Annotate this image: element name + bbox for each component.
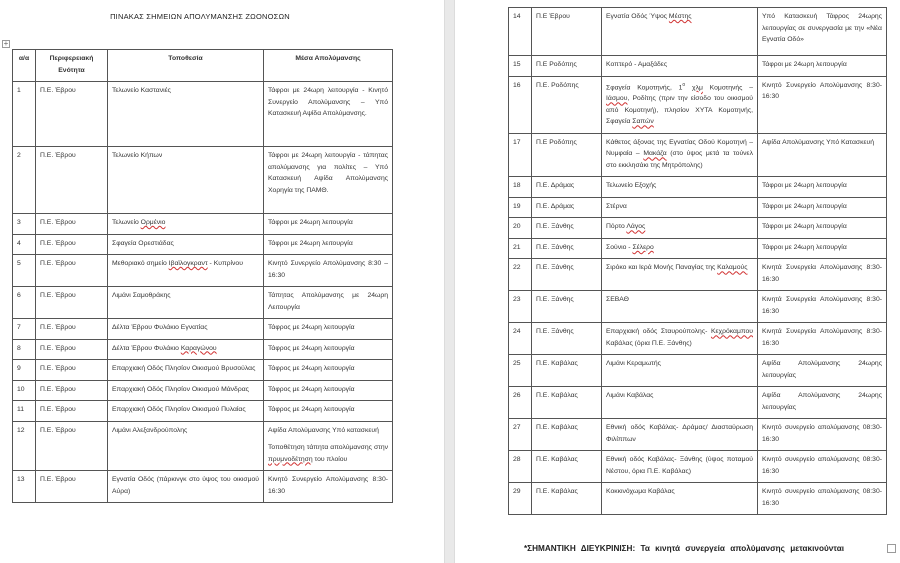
disinfection-means: Τάφρος με 24ωρη λειτουργία	[264, 401, 393, 422]
row-number: 29	[509, 483, 532, 515]
location	[602, 76, 758, 133]
disinfection-points-table	[12, 49, 393, 503]
table-row	[13, 401, 393, 422]
location: Επαρχιακή Οδός Πλησίον Οικισμού Πυλαίας	[108, 401, 264, 422]
document-title: ΠΙΝΑΚΑΣ ΣΗΜΕΙΩΝ ΑΠΟΛΥΜΑΝΣΗΣ ΖΩΟΝΟΣΩΝ	[110, 12, 290, 21]
regional-unit: Π.Ε. Ξάνθης	[532, 259, 602, 291]
disinfection-means: Κινητά Συνεργεία Απολύμανσης 8:30- 16:30	[758, 323, 887, 355]
location	[108, 339, 264, 360]
location-text: , Ροδίτης (πριν την είσοδο του οικισμού από Κομοτηνή), πλησίον ΧΥΤΑ Κομοτηνής, Σφαγεία	[606, 95, 753, 126]
disinfection-means: Αψίδα Απολύμανσης Υπό Κατασκευή	[758, 133, 887, 177]
regional-unit: Π.Ε. Έβρου	[36, 421, 108, 471]
regional-unit: Π.Ε. Έβρου	[36, 82, 108, 147]
regional-unit: Π.Ε. Έβρου	[36, 255, 108, 287]
regional-unit: Π.Ε. Έβρου	[36, 401, 108, 422]
location-text: - Κυπρίνου	[207, 260, 243, 267]
regional-unit: Π.Ε. Καβάλας	[532, 419, 602, 451]
table-row	[13, 319, 393, 340]
means-text: Τοποθέτηση τάπητα απολύμανσης στην	[268, 444, 388, 451]
regional-unit: Π.Ε Ροδόπης	[532, 56, 602, 77]
location	[602, 218, 758, 239]
row-number: 3	[13, 214, 36, 235]
disinfection-means: Τάφροι με 24ωρη λειτουργία	[264, 214, 393, 235]
location-text: Κομοτηνής –	[702, 83, 754, 91]
regional-unit: Π.Ε. Έβρου	[36, 380, 108, 401]
table-row	[13, 214, 393, 235]
column-header-regional-unit: Περιφερειακή Ενότητα	[36, 50, 108, 82]
location-text: Εγνατία Οδός Ύψος	[606, 13, 669, 20]
disinfection-means: Κινητά Συνεργεία Απολύμανσης 8:30- 16:30	[758, 291, 887, 323]
row-number: 20	[509, 218, 532, 239]
disinfection-points-table-continued	[508, 7, 887, 515]
row-number: 9	[13, 360, 36, 381]
regional-unit: Π.Ε. Ξάνθης	[532, 238, 602, 259]
disinfection-means: Κινητό Συνεργείο Απολύμανσης 8:30- 16:30	[264, 471, 393, 503]
location-text: Σφαγεία Κομοτηνής, 1	[606, 83, 683, 91]
location	[602, 8, 758, 56]
disinfection-means: Κινητό Συνεργείο Απολύμανσης 8:30-16:30	[758, 76, 887, 133]
disinfection-means: Τάπητας Απολύμανσης με 24ωρη Λειτουργία	[264, 287, 393, 319]
table-row	[13, 421, 393, 471]
row-number: 6	[13, 287, 36, 319]
location: Δέλτα Έβρου Φυλάκιο Εγνατίας	[108, 319, 264, 340]
location-text: Σούνιο -	[606, 243, 633, 251]
row-number: 10	[13, 380, 36, 401]
table-row	[509, 238, 887, 259]
disinfection-means: Κινητό συνεργείο απολύμανσης 08:30-16:30	[758, 419, 887, 451]
regional-unit: Π.Ε. Καβάλας	[532, 451, 602, 483]
column-header-disinfection-means: Μέσα Απολύμανσης	[264, 50, 393, 82]
regional-unit: Π.Ε. Ξάνθης	[532, 291, 602, 323]
table-row	[509, 218, 887, 239]
location-text: (στο ύψος μετά τα τούνελ στο εκκλησάκι της Μητρόπολης)	[606, 150, 753, 169]
disinfection-means: Κινητό συνεργείο απολύμανσης 08:30-16:30	[758, 483, 887, 515]
misspelled-word[interactable]: πρυμνοδέτηση	[268, 455, 313, 463]
disinfection-means: Τάφροι με 24ωρη λειτουργία	[758, 56, 887, 77]
table-row	[13, 380, 393, 401]
row-number: 18	[509, 177, 532, 198]
table-row	[13, 82, 393, 147]
table-row	[509, 291, 887, 323]
ordinal-superscript: ο	[682, 81, 686, 88]
location: Τελωνείο Εξοχής	[602, 177, 758, 198]
row-number: 13	[13, 471, 36, 503]
location-text: Μεθοριακό σημείο	[112, 260, 169, 267]
misspelled-word[interactable]: Καλαμούς	[717, 264, 748, 272]
misspelled-word[interactable]: Ορμένιο	[140, 219, 166, 226]
location	[602, 259, 758, 291]
location: Τελωνείο Καστανιές	[108, 82, 264, 147]
regional-unit: Π.Ε. Έβρου	[36, 287, 108, 319]
row-number: 25	[509, 355, 532, 387]
regional-unit: Π.Ε. Ξάνθης	[532, 218, 602, 239]
location: Στέρνα	[602, 197, 758, 218]
regional-unit: Π.Ε Έβρου	[532, 8, 602, 56]
table-row	[13, 287, 393, 319]
location-text: Πόρτο	[606, 223, 627, 231]
table-row	[509, 133, 887, 177]
location-text	[685, 84, 692, 91]
table-row	[509, 197, 887, 218]
row-number: 24	[509, 323, 532, 355]
table-row	[509, 177, 887, 198]
regional-unit: Π.Ε. Ξάνθης	[532, 323, 602, 355]
row-number: 15	[509, 56, 532, 77]
row-number: 7	[13, 319, 36, 340]
misspelled-word[interactable]: Καραγώνου	[180, 344, 217, 352]
disinfection-means: Τάφροι με 24ωρη λειτουργία	[758, 238, 887, 259]
misspelled-word[interactable]: Σαπών	[632, 118, 654, 126]
row-number: 17	[509, 133, 532, 177]
regional-unit: Π.Ε. Έβρου	[36, 234, 108, 255]
disinfection-means: Κινητό συνεργείο απολύμανσης 08:30-16:30	[758, 451, 887, 483]
table-row	[509, 8, 887, 56]
means-paragraph	[268, 442, 388, 465]
table-row	[509, 483, 887, 515]
column-header-number: α/α	[13, 50, 36, 82]
row-number: 11	[13, 401, 36, 422]
disinfection-means	[264, 421, 393, 471]
location-text: Καβάλας (όρια Π.Ε. Ξάνθης)	[606, 339, 692, 347]
row-number: 28	[509, 451, 532, 483]
disinfection-means: Τάφροι με 24ωρη λειτουργία - Κινητό Συνεργείο Απολύμανσης – Υπό Κατασκευή Αψίδα Απολύμανσης.	[264, 82, 393, 147]
regional-unit: Π.Ε. Ροδόπης	[532, 76, 602, 133]
disinfection-means: Τάφρος με 24ωρη λειτουργία	[264, 339, 393, 360]
disinfection-means: Τάφροι με 24ωρη λειτουργία	[264, 234, 393, 255]
table-header-row	[13, 50, 393, 82]
location	[602, 238, 758, 259]
row-number: 12	[13, 421, 36, 471]
row-number: 8	[13, 339, 36, 360]
table-row	[13, 339, 393, 360]
column-header-location: Τοποθεσία	[108, 50, 264, 82]
location-text: Επαρχιακή οδός Σταυρούπολης-	[606, 328, 711, 336]
misspelled-word[interactable]: Ιάσμου	[606, 95, 628, 103]
misspelled-word[interactable]: Λάγος	[626, 223, 646, 231]
misspelled-word[interactable]: Ιβαϊλογκραντ	[168, 260, 208, 267]
disinfection-means: Κινητά Συνεργεία Απολύμανσης 8:30- 16:30	[758, 259, 887, 291]
disinfection-means: Τάφροι με 24ωρη λειτουργία	[758, 177, 887, 198]
important-clarification-note: *ΣΗΜΑΝΤΙΚΗ ΔΙΕΥΚΡΙΝΙΣΗ: Τα κινητά συνεργεία απολύμανσης μετακινούνται	[524, 544, 844, 553]
table-row	[13, 234, 393, 255]
table-row	[509, 259, 887, 291]
regional-unit: Π.Ε. Καβάλας	[532, 483, 602, 515]
regional-unit: Π.Ε. Δράμας	[532, 177, 602, 198]
row-number: 4	[13, 234, 36, 255]
location: Κοπτερό - Αμαξάδες	[602, 56, 758, 77]
page-separator	[444, 0, 455, 563]
table-row	[509, 323, 887, 355]
location: Λιμάνι Αλεξανδρούπολης	[108, 421, 264, 471]
table-row	[509, 56, 887, 77]
move-cross-icon[interactable]: +	[3, 39, 9, 48]
table-row	[509, 419, 887, 451]
location: Λιμάνι Καβάλας	[602, 387, 758, 419]
regional-unit: Π.Ε Ροδόπης	[532, 133, 602, 177]
regional-unit: Π.Ε. Έβρου	[36, 319, 108, 340]
disinfection-means: Αψίδα Απολύμανσης 24ωρης λειτουργίας	[758, 355, 887, 387]
disinfection-means: Κινητό Συνεργείο Απολύμανσης 8:30 – 16:30	[264, 255, 393, 287]
disinfection-means: Αψίδα Απολύμανσης 24ωρης λειτουργίας	[758, 387, 887, 419]
regional-unit: Π.Ε. Έβρου	[36, 360, 108, 381]
regional-unit: Π.Ε. Καβάλας	[532, 387, 602, 419]
paragraph-marker-box[interactable]	[887, 544, 896, 553]
disinfection-means: Τάφροι με 24ωρη λειτουργία	[758, 218, 887, 239]
location: Εθνική οδός Καβάλας- Ξάνθης (ύψος ποταμού Νέστου, όρια Π.Ε. Καβάλας)	[602, 451, 758, 483]
row-number: 14	[509, 8, 532, 56]
row-number: 26	[509, 387, 532, 419]
regional-unit: Π.Ε. Καβάλας	[532, 355, 602, 387]
location	[602, 323, 758, 355]
location: Τελωνείο Κήπων	[108, 147, 264, 214]
table-row	[509, 387, 887, 419]
table-row	[13, 255, 393, 287]
location	[108, 255, 264, 287]
location-text: Δέλτα Έβρου Φυλάκιο	[112, 344, 181, 352]
disinfection-means: Υπό Κατασκευή Τάφρος 24ωρης λειτουργίας σε συνεργασία με την «Νέα Εγνατία Οδό»	[758, 8, 887, 56]
disinfection-means: Τάφροι με 24ωρη λειτουργία - τάπητας απολύμανσης για πολίτες – Υπό Κατασκευή Αψίδα Απολύμανσης Χορηγία της ΠΑΜΘ.	[264, 147, 393, 214]
location: Εθνική οδός Καβάλας- Δράμας/ Διασταύρωση Φιλίππων	[602, 419, 758, 451]
regional-unit: Π.Ε. Έβρου	[36, 214, 108, 235]
location	[108, 214, 264, 235]
misspelled-word[interactable]: Σέλερο	[632, 243, 654, 251]
disinfection-means: Τάφρος με 24ωρη λειτουργία	[264, 360, 393, 381]
disinfection-means: Τάφροι με 24ωρη λειτουργία	[758, 197, 887, 218]
table-row	[13, 471, 393, 503]
location: Επαρχιακή Οδός Πλησίον Οικισμού Μάνδρας	[108, 380, 264, 401]
row-number: 19	[509, 197, 532, 218]
table-row	[509, 76, 887, 133]
table-row	[13, 147, 393, 214]
table-row	[13, 360, 393, 381]
location-text: Τελωνείο	[112, 219, 141, 226]
regional-unit: Π.Ε. Έβρου	[36, 471, 108, 503]
regional-unit: Π.Ε. Έβρου	[36, 339, 108, 360]
misspelled-word[interactable]: Κεχρόκαμπου	[710, 328, 753, 336]
document-page-2	[456, 0, 900, 563]
row-number: 16	[509, 76, 532, 133]
disinfection-means: Τάφρος με 24ωρη λειτουργία	[264, 380, 393, 401]
location: Λιμάνι Κεραμωτής	[602, 355, 758, 387]
location: Σφαγεία Ορεστιάδας	[108, 234, 264, 255]
location: Επαρχιακή Οδός Πλησίον Οικισμού Βρυσούλας	[108, 360, 264, 381]
regional-unit: Π.Ε. Έβρου	[36, 147, 108, 214]
disinfection-means: Τάφρος με 24ωρη λειτουργία	[264, 319, 393, 340]
row-number: 1	[13, 82, 36, 147]
misspelled-word[interactable]: Μακάζα	[643, 150, 667, 158]
row-number: 22	[509, 259, 532, 291]
location: Κοκκινόχωμα Καβάλας	[602, 483, 758, 515]
regional-unit: Π.Ε. Δράμας	[532, 197, 602, 218]
row-number: 23	[509, 291, 532, 323]
location-text: Κάθετος άξονας της Εγνατίας Οδού Κομοτηνή – Νυμφαία –	[606, 138, 753, 158]
document-page-1	[0, 0, 444, 563]
location: Λιμάνι Σαμοθράκης	[108, 287, 264, 319]
means-text: του πλοίου	[312, 455, 348, 463]
row-number: 5	[13, 255, 36, 287]
location	[602, 133, 758, 177]
misspelled-word[interactable]: χλμ	[692, 83, 703, 91]
location-text: Σιρόκο και Ιερά Μονής Παναγίας της	[606, 264, 718, 272]
row-number: 21	[509, 238, 532, 259]
misspelled-word[interactable]: Μέστης	[668, 13, 692, 20]
means-paragraph: Αψίδα Απολύμανσης Υπό κατασκευή	[268, 426, 379, 434]
table-row	[509, 451, 887, 483]
location: Εγνατία Οδός (πάρκινγκ στο ύψος του οικισμού Αύρα)	[108, 471, 264, 503]
table-row	[509, 355, 887, 387]
row-number: 27	[509, 419, 532, 451]
location: ΣΕΒΑΘ	[602, 291, 758, 323]
row-number: 2	[13, 147, 36, 214]
